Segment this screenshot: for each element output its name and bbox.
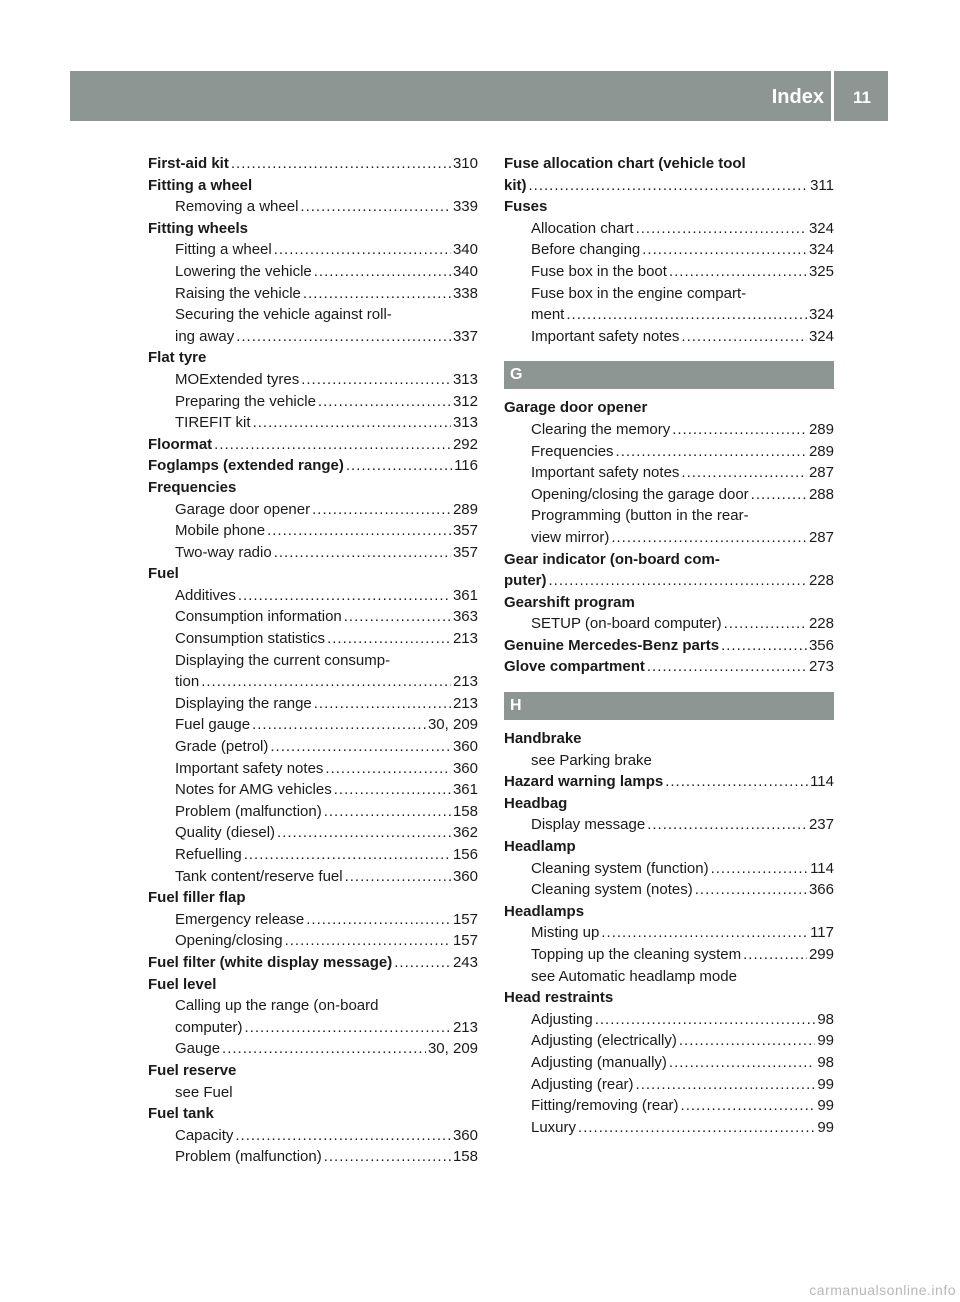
page-reference: 98 [817, 1010, 834, 1028]
index-text: see Fuel [175, 1083, 233, 1101]
page-reference: 299 [808, 946, 834, 963]
page-title: Index [771, 86, 824, 108]
dot-leader [669, 1052, 815, 1074]
page-reference: 366 [808, 881, 834, 899]
entry-label: Floormat [148, 435, 213, 453]
index-subentry [504, 261, 834, 283]
page-reference: 287 [808, 528, 834, 546]
entry-label: Important safety notes [531, 464, 680, 482]
section-letter-bar: G [504, 361, 834, 389]
page-reference: 30, 209 [427, 716, 478, 734]
page-reference: 292 [452, 435, 478, 453]
dot-leader [314, 261, 451, 283]
watermark: carmanualsonline.info [809, 1282, 956, 1298]
entry-label: First-aid kit [148, 155, 229, 172]
index-subentry [148, 499, 478, 521]
entry-label: Preparing the vehicle [175, 392, 316, 410]
page-reference: 363 [452, 608, 478, 626]
index-subentry [148, 412, 478, 434]
index-subentry [504, 441, 834, 463]
index-subentry [148, 606, 478, 628]
page-reference: 158 [452, 802, 478, 820]
page-reference: 324 [808, 219, 834, 237]
page-reference: 114 [810, 859, 834, 877]
page-reference: 99 [817, 1075, 834, 1093]
index-heading: Handbrake [504, 730, 582, 748]
page-reference: 157 [452, 910, 478, 928]
page-reference: 313 [452, 414, 478, 432]
page-reference: 361 [452, 781, 478, 799]
dot-leader [334, 779, 451, 801]
entry-label: Grade (petrol) [175, 738, 269, 756]
index-entry [148, 952, 478, 974]
index-heading: Fuel tank [148, 1105, 214, 1123]
page-reference: 30, 209 [427, 1040, 478, 1058]
index-subentry [504, 1117, 834, 1139]
entry-label: Fitting a wheel [175, 241, 272, 259]
page-reference: 99 [817, 1118, 834, 1136]
page-reference: 310 [452, 155, 478, 172]
index-subentry [148, 801, 478, 823]
entry-label: Fuel filter (white display message) [148, 953, 393, 971]
dot-leader [681, 326, 807, 348]
index-subentry [148, 671, 478, 693]
index-heading: Garage door opener [504, 399, 648, 417]
page-reference: 213 [452, 694, 478, 712]
entry-label: Emergency release [175, 910, 305, 928]
dot-leader [681, 1095, 816, 1117]
index-subentry [148, 585, 478, 607]
entry-label: Genuine Mercedes-Benz parts [504, 636, 720, 654]
dot-leader [601, 922, 808, 944]
dot-leader [695, 879, 807, 901]
page-reference: 289 [452, 500, 478, 518]
index-subentry [504, 462, 834, 484]
entry-label: Refuelling [175, 846, 242, 863]
page-reference: 287 [808, 464, 834, 482]
index-subentry [148, 283, 478, 305]
dot-leader [238, 585, 451, 607]
index-heading: Flat tyre [148, 349, 207, 367]
dot-leader [611, 527, 807, 549]
index-subentry [148, 844, 478, 866]
entry-label: Before changing [531, 241, 641, 259]
dot-leader [647, 814, 807, 836]
entry-label: ment [531, 306, 565, 324]
entry-label: Important safety notes [175, 759, 324, 777]
dot-leader [721, 635, 807, 657]
page-reference: 228 [808, 572, 834, 590]
index-subentry [148, 758, 478, 780]
entry-label: Foglamps (extended range) [148, 457, 344, 475]
index-subentry [148, 391, 478, 413]
page-reference: 243 [452, 953, 478, 971]
entry-label: ing away [175, 327, 235, 345]
entry-label: Fuel gauge [175, 716, 251, 734]
index-subentry [504, 1030, 834, 1052]
index-heading: Frequencies [148, 478, 237, 496]
entry-label: Lowering the vehicle [175, 262, 312, 280]
index-subentry [148, 628, 478, 650]
dot-leader [642, 239, 807, 261]
index-subentry [504, 1095, 834, 1117]
index-entry [504, 656, 834, 678]
index-entry [148, 434, 478, 456]
entry-label: Allocation chart [531, 219, 634, 237]
dot-leader [252, 714, 426, 736]
index-subentry [148, 542, 478, 564]
index-heading: Fuel filler flap [148, 889, 246, 907]
page-reference: 117 [810, 924, 834, 942]
index-subentry [148, 866, 478, 888]
dot-leader [274, 239, 451, 261]
dot-leader [245, 1017, 451, 1039]
page-reference: 213 [452, 1018, 478, 1036]
dot-leader [344, 606, 451, 628]
index-entry [504, 175, 834, 197]
index-subentry [148, 196, 478, 218]
entry-label: Hazard warning lamps [504, 773, 664, 791]
page-reference: 98 [817, 1053, 834, 1071]
index-heading: Fuel reserve [148, 1061, 237, 1079]
index-subentry [148, 1038, 478, 1060]
dot-leader [578, 1117, 815, 1139]
page-reference: 339 [452, 198, 478, 216]
page-reference: 340 [452, 241, 478, 259]
index-subentry [504, 239, 834, 261]
dot-leader [616, 441, 807, 463]
entry-label: Adjusting (rear) [531, 1075, 634, 1093]
entry-label: Problem (malfunction) [175, 802, 322, 820]
section-letter-bar: H [504, 692, 834, 720]
dot-leader [724, 613, 807, 635]
page-reference: 360 [452, 867, 478, 885]
entry-label: SETUP (on-board computer) [531, 615, 722, 633]
entry-label: TIREFIT kit [175, 414, 251, 432]
index-text: see Parking brake [531, 751, 652, 769]
index-subentry [148, 714, 478, 736]
dot-leader [647, 656, 807, 678]
page-reference: 213 [452, 630, 478, 648]
entry-label: Additives [175, 586, 236, 604]
page-reference: 357 [452, 543, 478, 561]
page-reference: 360 [452, 759, 478, 777]
entry-label: Consumption information [175, 608, 342, 626]
index-subentry [504, 1074, 834, 1096]
index-text: see Automatic headlamp mode [531, 967, 737, 985]
entry-label: Opening/closing [175, 932, 283, 950]
index-subentry [148, 369, 478, 391]
index-subentry [504, 879, 834, 901]
page-reference: 289 [808, 420, 834, 438]
dot-leader [312, 499, 451, 521]
index-subentry [148, 736, 478, 758]
entry-label: Quality (diesel) [175, 824, 276, 842]
index-heading: Fuse allocation chart (vehicle tool [504, 155, 746, 172]
index-subentry [148, 693, 478, 715]
dot-leader [394, 952, 451, 974]
dot-leader [235, 1125, 451, 1147]
dot-leader [318, 391, 451, 413]
dot-leader [325, 758, 451, 780]
entry-label: Consumption statistics [175, 630, 326, 648]
dot-leader [549, 570, 807, 592]
page-reference: 337 [452, 327, 478, 345]
dot-leader [285, 930, 451, 952]
entry-label: Two-way radio [175, 543, 272, 561]
dot-leader [277, 822, 451, 844]
index-heading: Fitting wheels [148, 219, 249, 237]
index-heading: Gearshift program [504, 593, 635, 611]
page-reference: 158 [452, 1148, 478, 1166]
entry-label: Clearing the memory [531, 420, 671, 438]
index-column-left [148, 153, 478, 1168]
index-subentry [504, 814, 834, 836]
index-heading: Fuel level [148, 975, 217, 993]
dot-leader [346, 455, 452, 477]
dot-leader [231, 153, 451, 175]
index-text: Programming (button in the rear- [531, 507, 749, 525]
index-subentry [504, 613, 834, 635]
dot-leader [267, 520, 451, 542]
entry-label: Display message [531, 816, 646, 834]
page-reference: 237 [808, 816, 834, 834]
page-reference: 360 [452, 1126, 478, 1144]
entry-label: Adjusting (electrically) [531, 1032, 677, 1050]
page-reference: 99 [817, 1097, 834, 1115]
index-subentry [504, 944, 834, 966]
page-reference: 289 [808, 442, 834, 460]
index-subentry [504, 484, 834, 506]
page-reference: 273 [808, 658, 834, 676]
index-subentry [148, 822, 478, 844]
dot-leader [201, 671, 451, 693]
index-subentry [504, 326, 834, 348]
page-reference: 324 [808, 241, 834, 259]
page-reference: 324 [808, 327, 834, 345]
index-subentry [148, 930, 478, 952]
page-reference: 340 [452, 262, 478, 280]
page-reference: 356 [808, 636, 834, 654]
dot-leader [345, 866, 451, 888]
entry-label: Tank content/reserve fuel [175, 867, 343, 885]
index-entry [504, 570, 834, 592]
index-subentry [148, 239, 478, 261]
dot-leader [270, 736, 451, 758]
entry-label: Frequencies [531, 442, 614, 460]
page-reference: 288 [808, 485, 834, 503]
page-reference: 114 [810, 773, 834, 791]
dot-leader [595, 1009, 816, 1031]
entry-label: Luxury [531, 1118, 577, 1136]
index-text: Fuse box in the engine compart- [531, 284, 747, 302]
page-reference: 311 [810, 176, 834, 194]
entry-label: Problem (malfunction) [175, 1148, 322, 1166]
page-number: 11 [853, 88, 871, 107]
entry-label: Cleaning system (notes) [531, 881, 693, 899]
entry-label: Garage door opener [175, 500, 311, 518]
dot-leader [300, 196, 451, 218]
entry-label: Adjusting [531, 1010, 593, 1028]
entry-label: puter) [504, 572, 547, 590]
index-subentry [504, 304, 834, 326]
index-subentry [148, 1017, 478, 1039]
dot-leader [529, 175, 809, 197]
dot-leader [672, 419, 807, 441]
index-subentry [148, 779, 478, 801]
index-heading: Fuel [148, 565, 179, 583]
index-entry [148, 455, 478, 477]
index-subentry [504, 1009, 834, 1031]
entry-label: Topping up the cleaning system [531, 946, 742, 963]
page-reference: 228 [808, 615, 834, 633]
entry-label: Capacity [175, 1126, 234, 1144]
page-reference: 156 [452, 846, 478, 863]
entry-label: Misting up [531, 924, 600, 942]
index-entry [504, 771, 834, 793]
index-text: Securing the vehicle against roll- [175, 306, 392, 324]
entry-label: Fitting/removing (rear) [531, 1097, 679, 1115]
dot-leader [679, 1030, 815, 1052]
page-reference: 213 [452, 673, 478, 691]
index-subentry [148, 520, 478, 542]
entry-label: Opening/closing the garage door [531, 485, 749, 503]
dot-leader [274, 542, 451, 564]
entry-label: Cleaning system (function) [531, 859, 709, 877]
index-heading: Gear indicator (on-board com- [504, 550, 720, 568]
index-subentry [148, 1125, 478, 1147]
index-text: Calling up the range (on-board [175, 997, 379, 1015]
index-entry [504, 635, 834, 657]
page-reference: 360 [452, 738, 478, 756]
index-subentry [504, 1052, 834, 1074]
index-subentry [504, 858, 834, 880]
index-subentry [504, 527, 834, 549]
index-heading: Headlamps [504, 902, 585, 920]
page-reference: 116 [454, 457, 478, 475]
index-heading: Head restraints [504, 989, 614, 1007]
page-reference: 99 [817, 1032, 834, 1050]
dot-leader [306, 909, 451, 931]
index-entry [148, 153, 478, 175]
dot-leader [743, 944, 807, 966]
page-reference: 338 [452, 284, 478, 302]
index-subentry [148, 326, 478, 348]
dot-leader [222, 1038, 426, 1060]
index-subentry [148, 261, 478, 283]
entry-label: Important safety notes [531, 327, 680, 345]
entry-label: tion [175, 673, 200, 691]
entry-label: Removing a wheel [175, 198, 299, 216]
dot-leader [636, 218, 807, 240]
page-reference: 324 [808, 306, 834, 324]
page-reference: 312 [452, 392, 478, 410]
dot-leader [636, 1074, 816, 1096]
index-heading: Fuses [504, 198, 548, 216]
dot-leader [303, 283, 451, 305]
page-reference: 325 [808, 262, 834, 280]
page-reference: 313 [452, 370, 478, 388]
index-heading: Headbag [504, 794, 568, 812]
entry-label: view mirror) [531, 528, 610, 546]
entry-label: Adjusting (manually) [531, 1053, 667, 1071]
dot-leader [566, 304, 807, 326]
index-column-right [504, 153, 834, 1138]
page-reference: 361 [452, 586, 478, 604]
header-separator [831, 71, 834, 121]
dot-leader [669, 261, 807, 283]
index-subentry [504, 419, 834, 441]
entry-label: computer) [175, 1018, 243, 1036]
entry-label: Raising the vehicle [175, 284, 301, 302]
page-reference: 362 [452, 824, 478, 842]
dot-leader [327, 628, 451, 650]
index-heading: Fitting a wheel [148, 176, 253, 194]
dot-leader [751, 484, 807, 506]
dot-leader [324, 1146, 451, 1168]
index-subentry [148, 909, 478, 931]
dot-leader [253, 412, 451, 434]
index-subentry [148, 1146, 478, 1168]
dot-leader [324, 801, 451, 823]
entry-label: kit) [504, 176, 527, 194]
dot-leader [301, 369, 451, 391]
page-reference: 157 [452, 932, 478, 950]
dot-leader [665, 771, 808, 793]
index-heading: Headlamp [504, 838, 576, 856]
index-text: Displaying the current consump- [175, 651, 391, 669]
entry-label: Mobile phone [175, 522, 266, 540]
dot-leader [214, 434, 451, 456]
dot-leader [236, 326, 451, 348]
entry-label: Glove compartment [504, 658, 645, 676]
entry-label: Displaying the range [175, 694, 312, 712]
dot-leader [244, 844, 451, 866]
dot-leader [314, 693, 451, 715]
page-reference: 357 [452, 522, 478, 540]
index-subentry [504, 218, 834, 240]
dot-leader [711, 858, 809, 880]
entry-label: Fuse box in the boot [531, 262, 667, 280]
entry-label: Notes for AMG vehicles [175, 781, 332, 799]
entry-label: MOExtended tyres [175, 370, 300, 388]
dot-leader [681, 462, 807, 484]
index-subentry [504, 922, 834, 944]
entry-label: Gauge [175, 1040, 221, 1058]
